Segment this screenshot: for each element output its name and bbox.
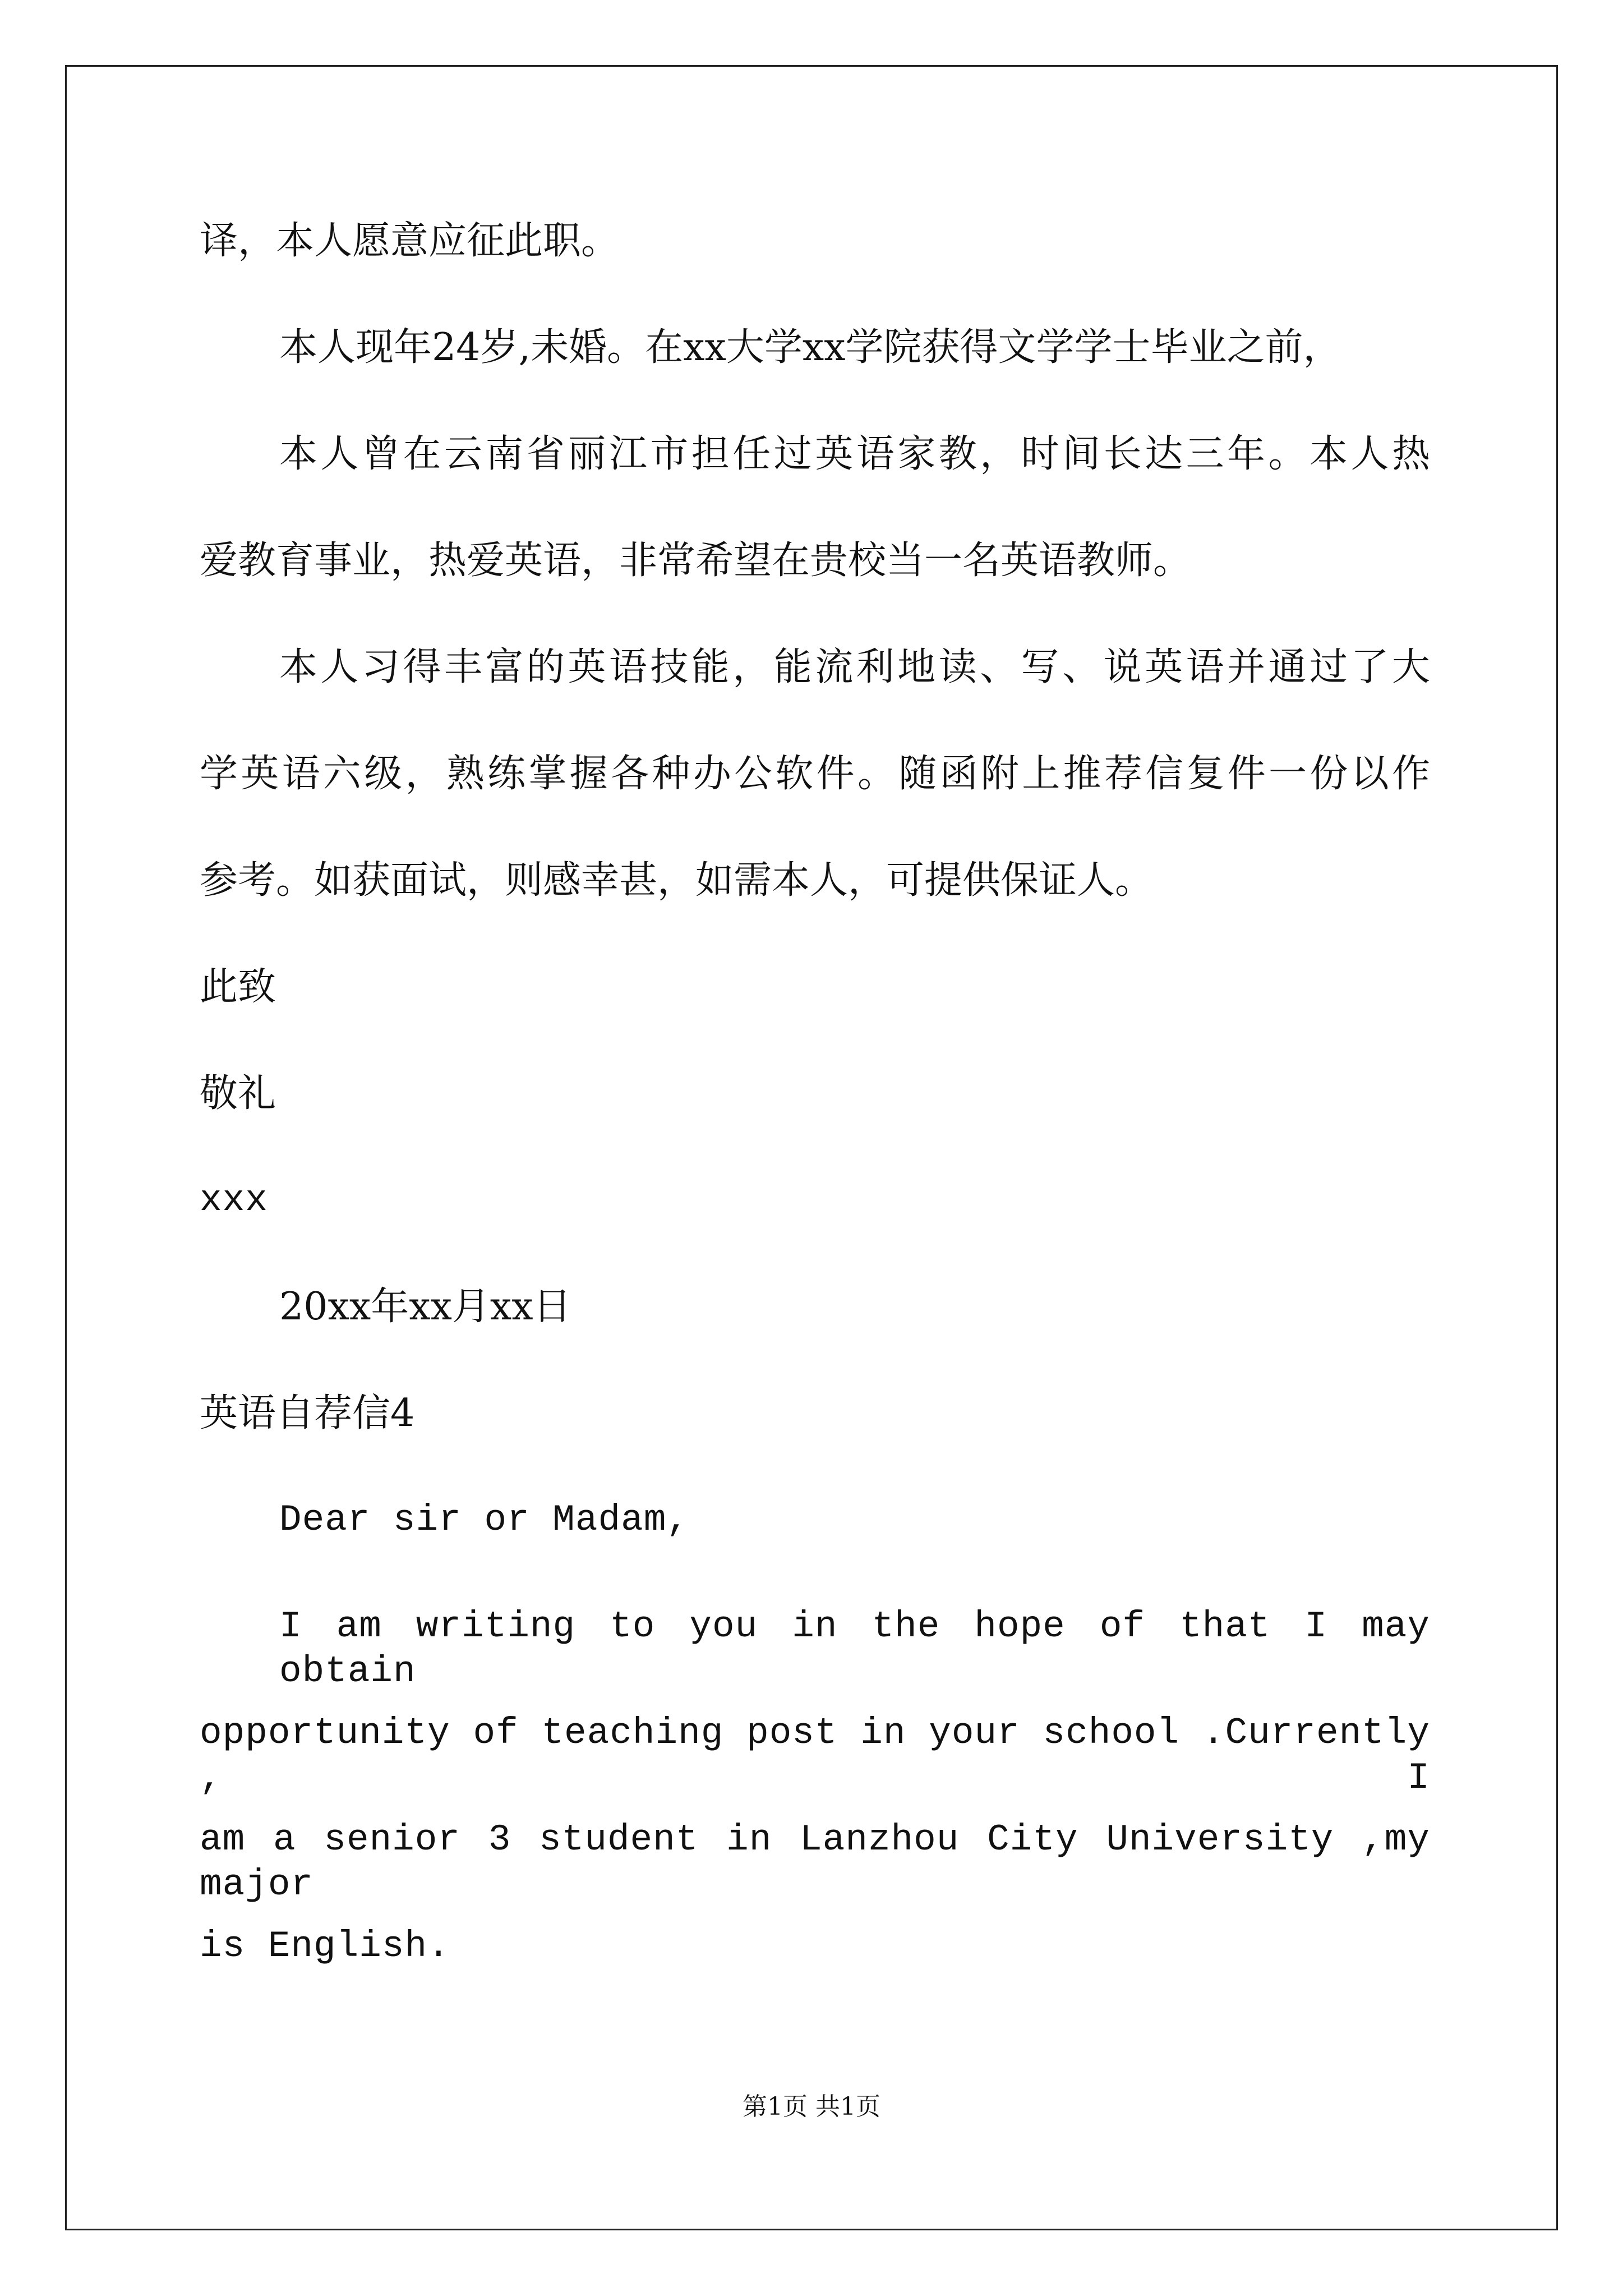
- page-footer: 第1页 共1页: [743, 2092, 880, 2121]
- text-line-3: 本人曾在云南省丽江市担任过英语家教，时间长达三年。本人热: [279, 432, 1430, 476]
- text-line-4: 爱教育事业，热爱英语，非常希望在贵校当一名英语教师。: [200, 539, 1192, 583]
- english-line-1: I am writing to you in the hope of that I may obtain: [279, 1605, 1430, 1692]
- text-line-1: 译，本人愿意应征此职。: [200, 219, 620, 263]
- text-line-2: 本人现年24岁,未婚。在xx大学xx学院获得文学学士毕业之前，: [279, 325, 1341, 370]
- text-line-5: 本人习得丰富的英语技能，能流利地读、写、说英语并通过了大: [279, 645, 1430, 689]
- letter-date: 20xx年xx月xx日: [279, 1285, 571, 1329]
- text-line-7: 参考。如获面试，则感幸甚，如需本人，可提供保证人。: [200, 858, 1154, 903]
- english-line-2: opportunity of teaching post in your school .Currently , I: [200, 1712, 1430, 1799]
- english-line-3: am a senior 3 student in Lanzhou City University ,my major: [200, 1819, 1430, 1906]
- english-line-4: is English.: [200, 1925, 450, 1967]
- english-greeting: Dear sir or Madam,: [279, 1499, 689, 1541]
- text-line-6: 学英语六级，熟练掌握各种办公软件。随函附上推荐信复件一份以作: [200, 752, 1430, 796]
- closing-regards: 敬礼: [200, 1071, 276, 1116]
- section-heading: 英语自荐信4: [200, 1391, 415, 1435]
- closing-salutation: 此致: [200, 965, 276, 1009]
- signature-name: xxx: [200, 1179, 268, 1221]
